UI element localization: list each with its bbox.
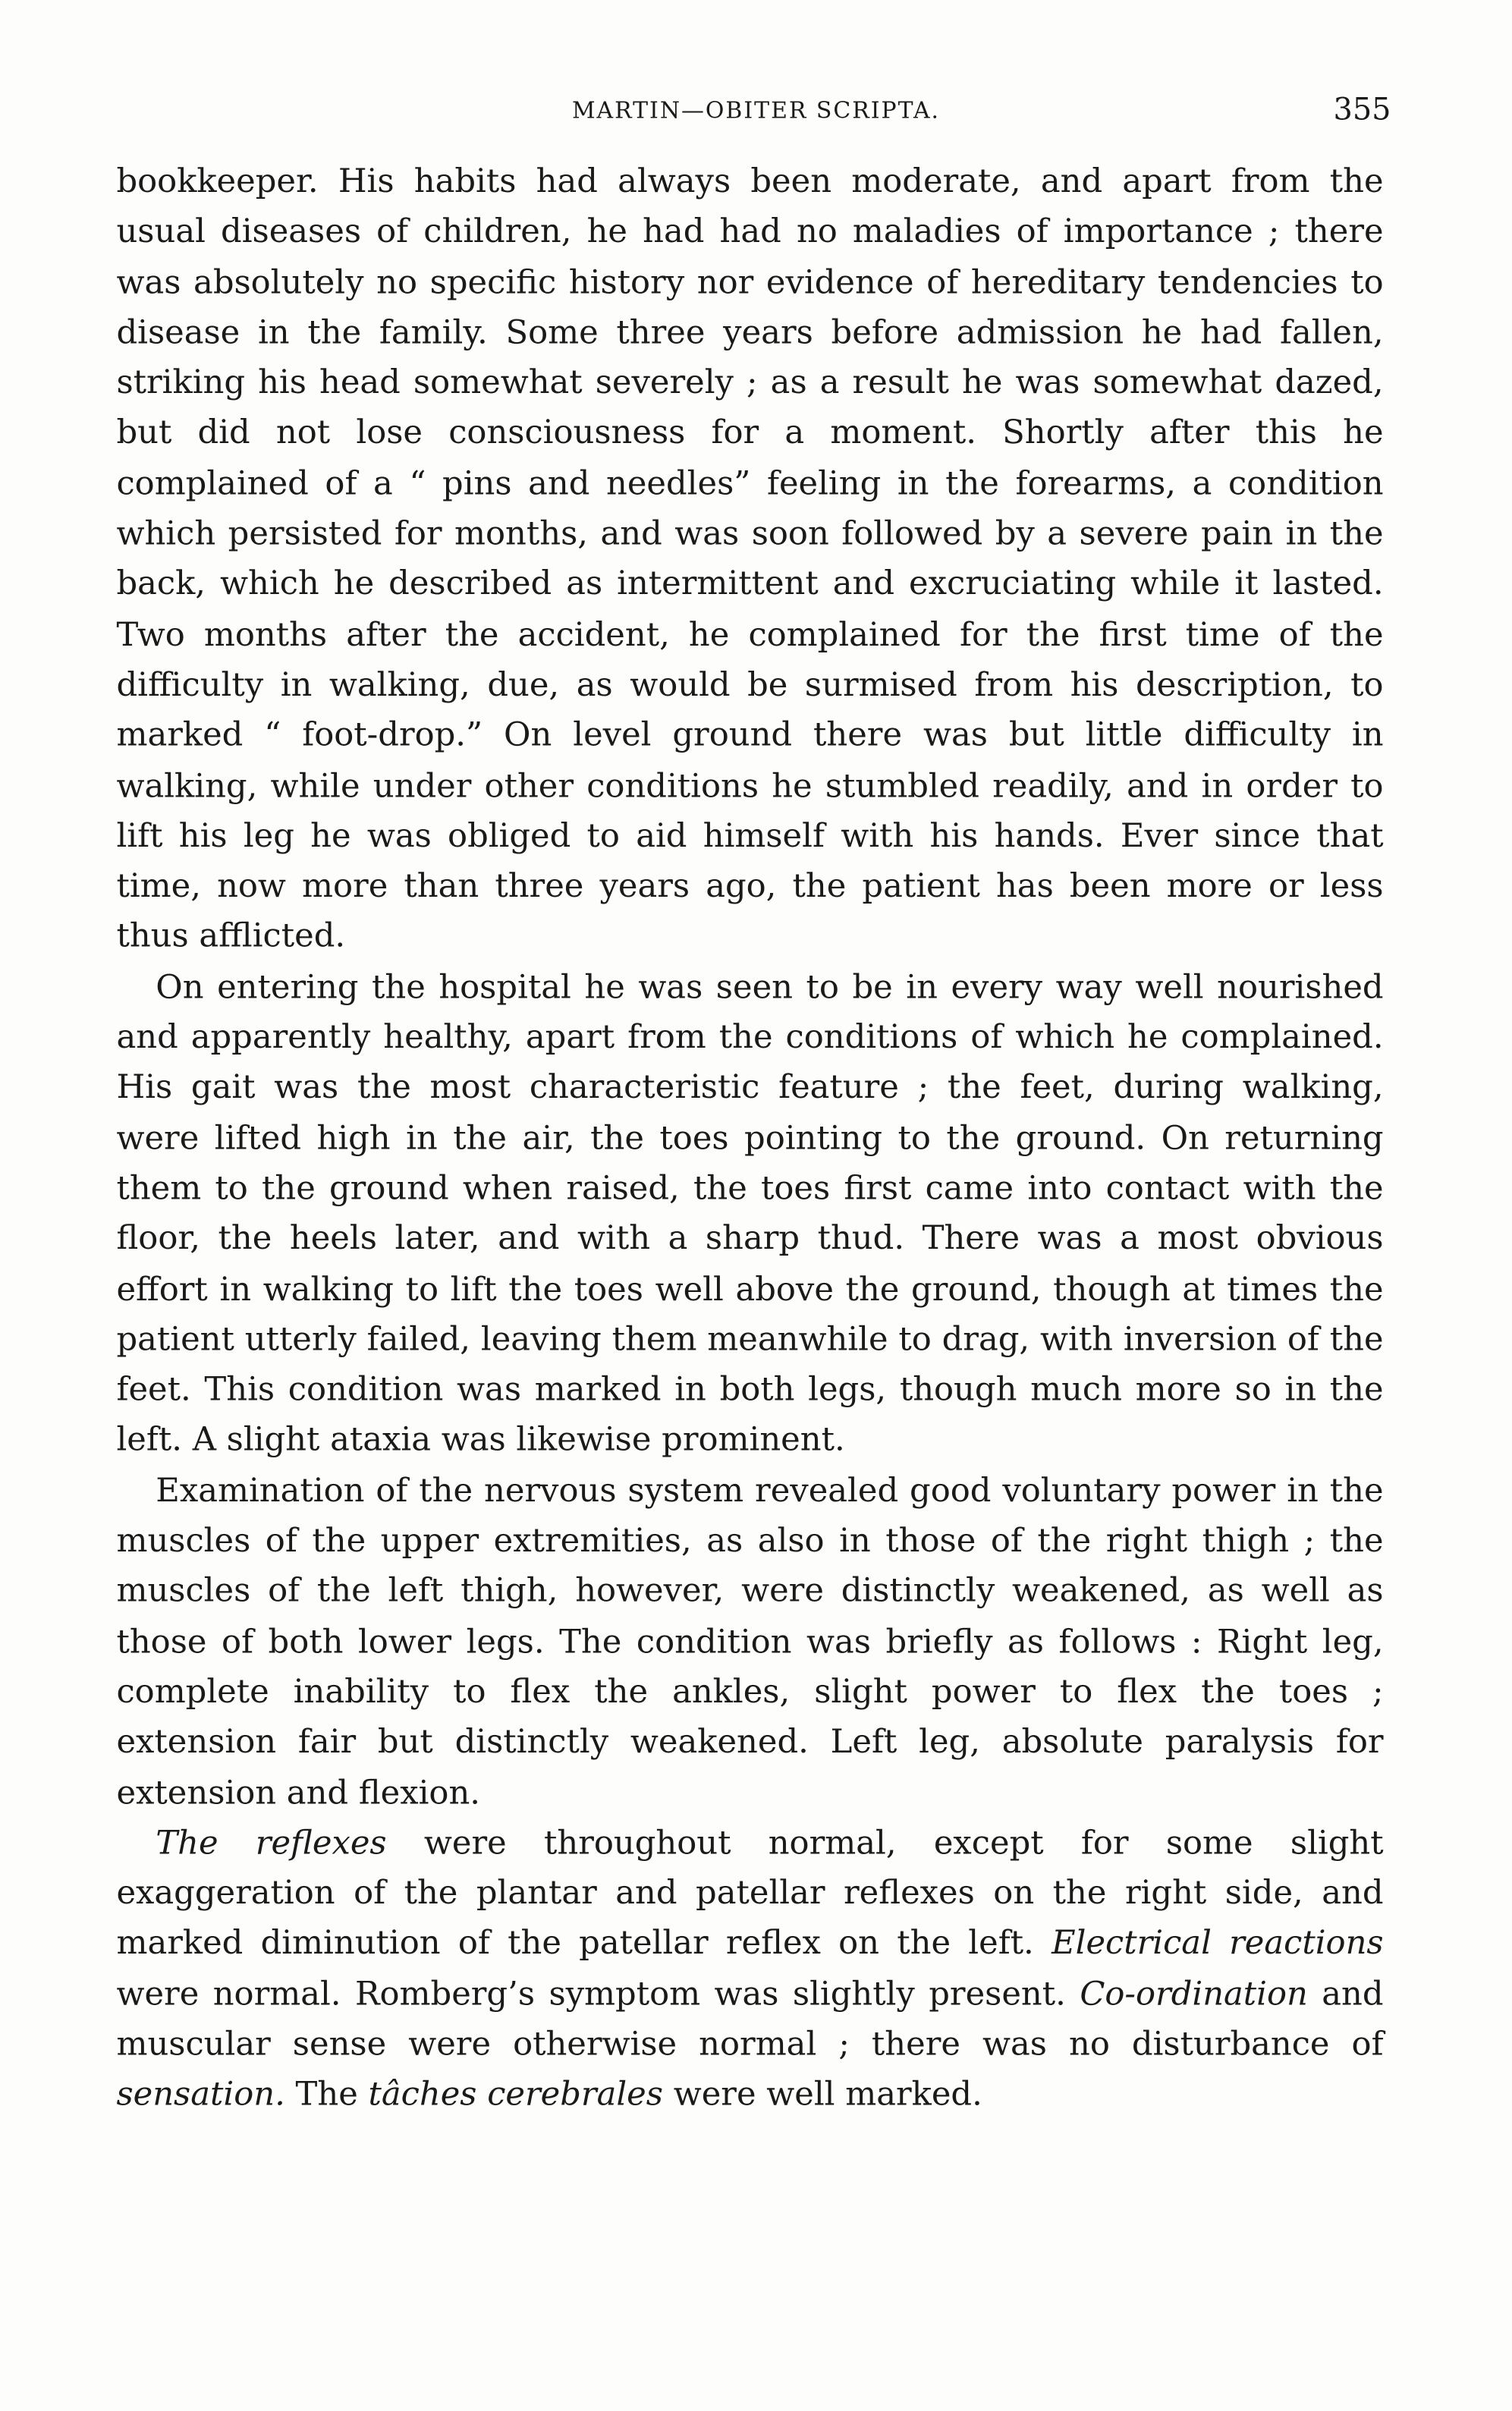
reflexes-seg-4: were normal. Romberg’s symptom was slightly present. — [116, 1976, 1080, 2014]
reflexes-seg-7: sensation. — [116, 2076, 285, 2114]
paragraph-history: bookkeeper. His habits had always been moderate, and apart from the usual diseases of children, he had had no maladies of importance ; there was absolutely no specific history nor evidence of hereditary tendencies to disease in the family. Some three years before admission he had fallen, striking his head somewhat severely ; as a result he was somewhat dazed, but did not lose consciousness for a moment. Shortly after this he complained of a “ pins and needles” feeling in the forearms, a condition which persisted for months, and was soon followed by a severe pain in the back, which he described as intermittent and excruciating while it lasted. Two months after the accident, he complained for the first time of the difficulty in walking, due, as would be surmised from his description, to marked “ foot-drop.” On level ground there was but little difficulty in walking, while under other conditions he stumbled readily, and in order to lift his leg he was obliged to aid himself with his hands. Ever since that time, now more than three years ago, the patient has been more or less thus afflicted. — [116, 163, 1384, 957]
reflexes-seg-1: The reflexes — [156, 1825, 387, 1862]
body-text — [116, 157, 1383, 2120]
running-head — [121, 91, 1391, 130]
reflexes-seg-3: Electrical reactions — [1051, 1925, 1384, 1963]
reflexes-seg-8: The — [284, 2076, 369, 2114]
paragraph-examination: Examination of the nervous system revealed good voluntary power in the muscles of the upper extremities, as also in those of the right thigh ; the muscles of the left thigh, however, were distinctly weakened, as well as those of both lower legs. The condition was briefly as follows : Right leg, complete inability to flex the ankles, slight power to flex the toes ; extension fair but distinctly weakened. Left leg, absolute paralysis for extension and flexion. — [116, 1472, 1384, 1812]
reflexes-seg-2: were throughout normal, except for some slight exaggeration of the plantar and patellar reflexes on the right side, and marked diminution of the patellar reflex on the left. — [116, 1825, 1384, 1963]
paragraph-hospital-entry: On entering the hospital he was seen to be in every way well nourished and apparently healthy, apart from the conditions of which he complained. His gait was the most characteristic feature ; the feet, during walking, were lifted high in the air, the toes pointing to the ground. On returning them to the ground when raised, the toes first came into contact with the floor, the heels later, and with a sharp thud. There was a most obvious effort in walking to lift the toes well above the ground, though at times the patient utterly failed, leaving them meanwhile to drag, with inversion of the feet. This condition was marked in both legs, though much more so in the left. A slight ataxia was likewise prominent. — [116, 969, 1384, 1460]
running-title: MARTIN—OBITER SCRIPTA. — [571, 96, 941, 124]
paragraph-reflexes — [116, 1818, 1383, 2120]
reflexes-seg-6: and muscular sense were otherwise normal ; there was no disturbance of — [116, 1976, 1384, 2064]
reflexes-seg-10: were well marked. — [662, 2076, 982, 2114]
reflexes-seg-9: tâches cerebrales — [368, 2076, 663, 2114]
reflexes-seg-5: Co-ordination — [1080, 1976, 1308, 2014]
page-number: 355 — [1333, 90, 1391, 127]
